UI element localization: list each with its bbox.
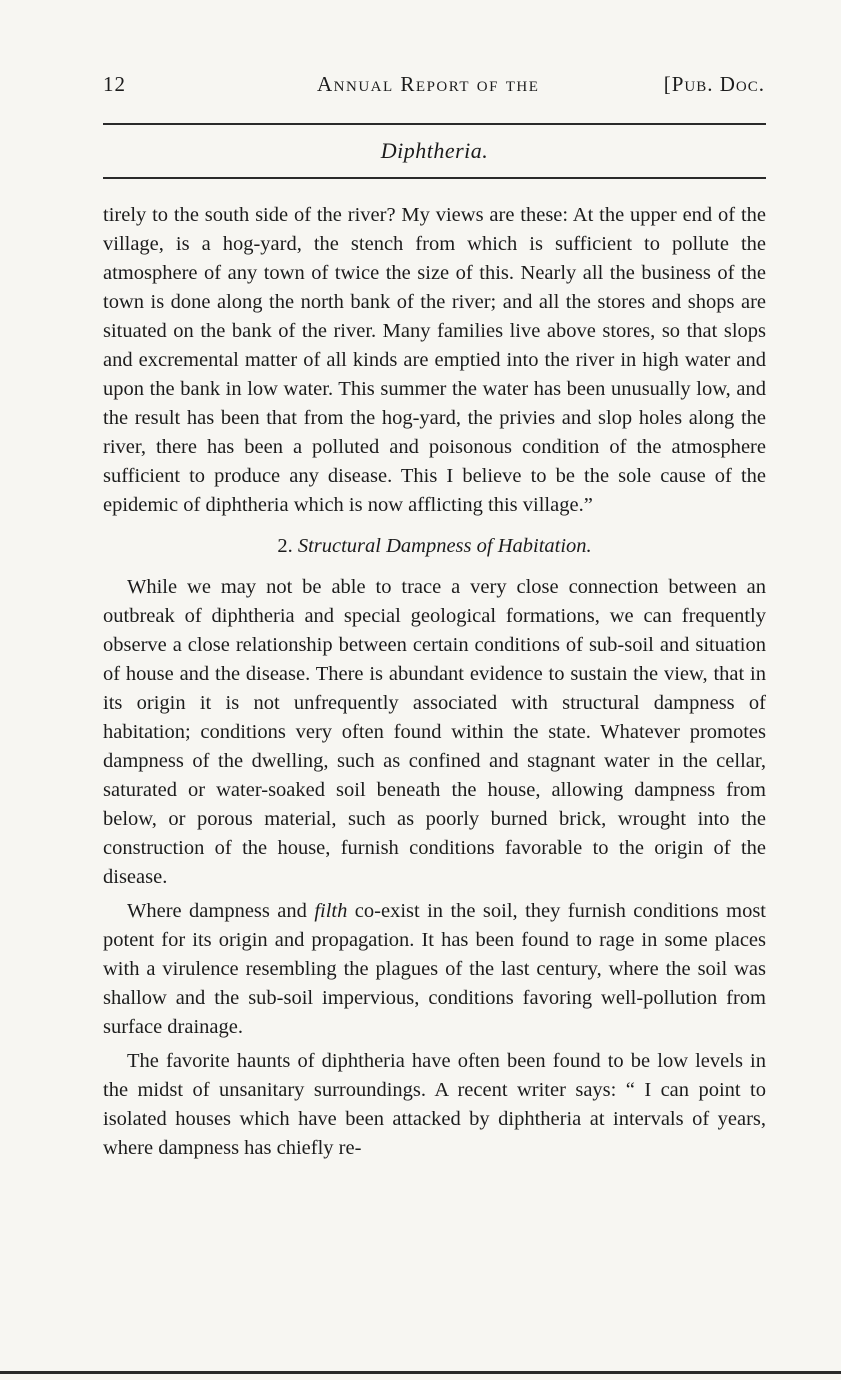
subheading bbox=[103, 532, 766, 561]
paragraph-continuation: tirely to the south side of the river? My views are these: At the upper end of the village, is a hog-yard, the stench from which is sufficient to pollute the atmosphere of any town of twice the size of this. Nearly all the business of the town is done along the north bank of the river; and all the stores and shops are situated on the bank of the river. Many families live above stores, so that slops and excremental matter of all kinds are emptied into the river in high water and upon the bank in low water. This summer the water has been unusually low, and the result has been that from the hog-yard, the privies and slop holes along the river, there has been a polluted and poisonous condition of the atmosphere sufficient to produce any disease. This I believe to be the sole cause of the epidemic of diphtheria which is now afflicting this village.” bbox=[103, 204, 766, 516]
document-reference: [Pub. Doc. bbox=[663, 72, 765, 96]
paragraph-3-after: co-exist in the soil, they furnish conditions most potent for its origin and propagation. It has been found to rage in some places with a virulence resembling the plagues of the last century, where the soil was shallow and the sub-soil impervious, conditions favoring well-pollution from surface drainage. bbox=[103, 900, 766, 1038]
page-header bbox=[103, 72, 765, 108]
paragraph-3-emphasis: filth bbox=[314, 900, 348, 922]
paragraph-3-before: Where dampness and bbox=[127, 900, 315, 922]
paragraph-favorite-haunts: The favorite haunts of diphtheria have often been found to be low levels in the midst of unsanitary surroundings. A recent writer says: “ I can point to isolated houses which have been attacked by diphtheria at intervals of years, where dampness has chiefly re- bbox=[103, 1050, 766, 1159]
header-rule-top bbox=[103, 123, 766, 125]
page-number: 12 bbox=[103, 72, 126, 96]
paragraph-structural-dampness: While we may not be able to trace a very close connection between an outbreak of diphtheria and special geological formations, we can frequently observe a close relationship between certain conditions of sub-soil and situation of house and the disease. There is abundant evidence to sustain the view, that in its origin it is not unfrequently associated with structural dampness of habitation; conditions very often found within the state. Whatever promotes dampness of the dwelling, such as confined and stagnant water in the cellar, saturated or water-soaked soil beneath the house, allowing dampness from below, or porous material, such as poorly burned brick, wrought into the construction of the house, furnish conditions favorable to the origin of the disease. bbox=[103, 576, 766, 888]
header-rule-bottom bbox=[103, 177, 766, 179]
running-title: Annual Report of the bbox=[317, 72, 540, 96]
subheading-number: 2. bbox=[277, 535, 293, 557]
section-title: Diphtheria. bbox=[380, 138, 489, 163]
page-edge-line bbox=[0, 1371, 841, 1374]
subheading-title: Structural Dampness of Habitation. bbox=[297, 535, 592, 557]
body-text bbox=[103, 201, 766, 1163]
paragraph-dampness-filth bbox=[103, 897, 766, 1042]
